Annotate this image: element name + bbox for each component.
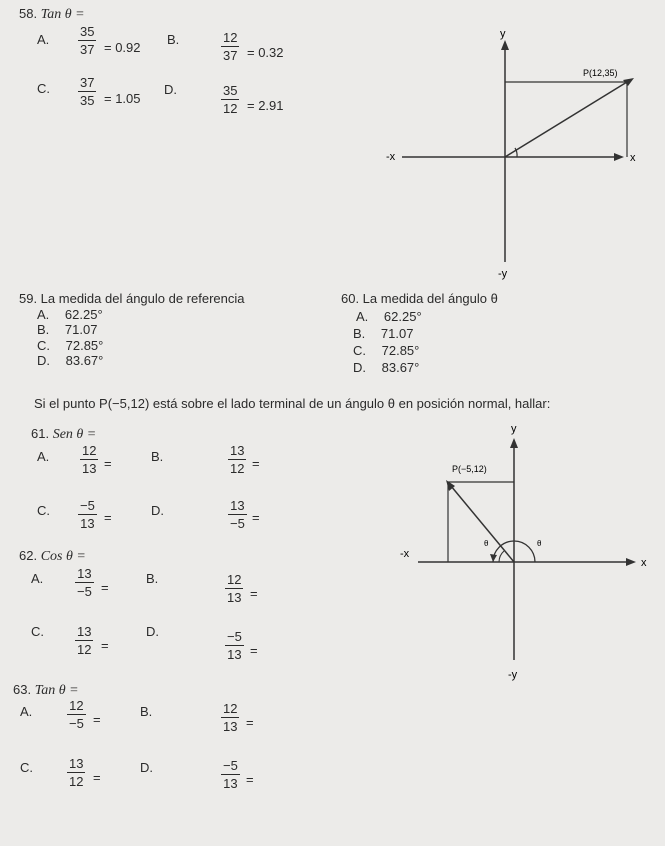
q62-number: 62. — [19, 548, 38, 563]
y-axis-arrow-icon — [501, 40, 509, 50]
q63-option-d-letter: D. — [140, 760, 153, 775]
q59-option-a-letter: A. — [37, 307, 50, 322]
neg-y-axis-label: -y — [498, 268, 508, 280]
q59-option-c-text: 72.85° — [65, 338, 104, 353]
q59-option-d-letter: D. — [37, 353, 50, 368]
q62-function: Cos θ = — [40, 549, 86, 564]
q62-option-a-numerator: 13 — [77, 566, 92, 581]
fraction-bar — [67, 772, 85, 773]
q58-option-d-letter: D. — [164, 82, 177, 97]
q59-option-d-text: 83.67° — [65, 353, 104, 368]
q61-coordinate-diagram — [0, 420, 665, 700]
terminal-side — [451, 486, 514, 562]
q60-option-c-letter: C. — [353, 343, 366, 358]
q59-option-d — [37, 353, 103, 368]
q62-option-c-equals: = — [101, 638, 109, 653]
q63-function: Tan θ = — [34, 683, 79, 698]
q58-option-a-denominator: 37 — [80, 42, 95, 57]
q61-option-a-equals: = — [104, 456, 112, 471]
reference-angle-arc — [499, 551, 504, 562]
q59-option-b-text: 71.07 — [64, 322, 98, 337]
q61-option-c-equals: = — [104, 510, 112, 525]
q60-option-b-letter: B. — [353, 326, 366, 341]
q62-option-b-equals: = — [250, 586, 258, 601]
q60-title: 60. La medida del ángulo θ — [341, 291, 498, 306]
x-axis-label: x — [630, 152, 636, 164]
q61-option-d-denominator: −5 — [230, 516, 245, 531]
theta-arc-arrow-icon — [490, 554, 497, 562]
q61-function: Sen θ = — [52, 427, 97, 442]
q59-option-c — [37, 338, 103, 353]
q63-option-c-fraction — [67, 756, 85, 789]
q61-option-c-denominator: 13 — [80, 516, 95, 531]
q63-option-a-fraction — [67, 698, 86, 731]
q58-option-d-value: = 2.91 — [247, 98, 284, 113]
q58-option-c-denominator: 35 — [80, 93, 95, 108]
q62-option-c-letter: C. — [31, 624, 44, 639]
q60-option-b-text: 71.07 — [380, 326, 414, 341]
q63-option-c-equals: = — [93, 770, 101, 785]
neg-x-axis-label: -x — [400, 548, 410, 560]
q61-option-d-letter: D. — [151, 503, 164, 518]
q60-option-c — [353, 343, 419, 358]
q62-option-a-equals: = — [101, 580, 109, 595]
q59-option-a-text: 62.25° — [64, 307, 103, 322]
q63-option-b-equals: = — [246, 715, 254, 730]
q58-option-a-value: = 0.92 — [104, 40, 141, 55]
q62-option-a-denominator: −5 — [77, 584, 92, 599]
q61-option-b-letter: B. — [151, 449, 164, 464]
point-label: P(12,35) — [583, 68, 618, 78]
x-axis-arrow-icon — [614, 153, 624, 161]
q61-option-c-numerator: −5 — [80, 498, 95, 513]
q63-option-a-denominator: −5 — [69, 716, 84, 731]
q63-option-b-denominator: 13 — [223, 719, 238, 734]
q62-option-b-letter: B. — [146, 571, 159, 586]
q62-option-c-numerator: 13 — [77, 624, 92, 639]
q58-coordinate-diagram — [0, 0, 665, 290]
q62-option-d-equals: = — [250, 643, 258, 658]
q60-option-d-text: 83.67° — [381, 360, 420, 375]
point-label: P(−5,12) — [452, 464, 487, 474]
q63-option-a-equals: = — [93, 712, 101, 727]
q63-option-d-denominator: 13 — [223, 776, 238, 791]
q62-option-a-letter: A. — [31, 571, 44, 586]
q61-option-b-denominator: 12 — [230, 461, 245, 476]
q58-option-b-denominator: 37 — [223, 48, 238, 63]
q61-option-a-denominator: 13 — [82, 461, 97, 476]
fraction-bar — [221, 717, 239, 718]
q63-option-b-fraction — [221, 701, 239, 734]
q61-option-c-letter: C. — [37, 503, 50, 518]
q60-option-c-text: 72.85° — [381, 343, 420, 358]
fraction-bar — [67, 714, 86, 715]
instruction-text: Si el punto P(−5,12) está sobre el lado terminal de un ángulo θ en posición normal, hallar: — [34, 396, 551, 411]
q58-option-b-letter: B. — [167, 32, 180, 47]
y-axis-label: y — [500, 28, 506, 40]
q61-option-d-equals: = — [252, 510, 260, 525]
q59-option-b-letter: B. — [37, 322, 50, 337]
x-axis-arrow-icon — [626, 558, 636, 566]
q58-option-c-numerator: 37 — [80, 75, 95, 90]
q61-option-b-equals: = — [252, 456, 260, 471]
reference-angle-label: θ — [484, 539, 489, 548]
q63-option-d-numerator: −5 — [223, 758, 238, 773]
q59-option-c-letter: C. — [37, 338, 50, 353]
neg-x-axis-label: -x — [386, 151, 396, 163]
q58-option-a-letter: A. — [37, 32, 50, 47]
q62-option-c-denominator: 12 — [77, 642, 92, 657]
q61-option-a-letter: A. — [37, 449, 50, 464]
q58-option-c-letter: C. — [37, 81, 50, 96]
q62-option-d-denominator: 13 — [227, 647, 242, 662]
q63-option-c-numerator: 13 — [69, 756, 84, 771]
y-axis-arrow-icon — [510, 438, 518, 448]
q58-function: Tan θ = — [40, 7, 85, 22]
q58-number: 58. — [19, 6, 38, 21]
q58-option-b-value: = 0.32 — [247, 45, 284, 60]
q60-option-b — [353, 326, 413, 341]
q63-option-b-numerator: 12 — [223, 701, 238, 716]
q63-option-a-letter: A. — [20, 704, 33, 719]
q58-option-d-numerator: 35 — [223, 83, 238, 98]
neg-y-axis-label: -y — [508, 669, 518, 681]
q61-option-b-numerator: 13 — [230, 443, 245, 458]
q60-option-d — [353, 360, 419, 375]
q60-option-a — [356, 309, 422, 324]
q61-option-d-numerator: 13 — [230, 498, 245, 513]
q58-option-c-value: = 1.05 — [104, 91, 141, 106]
fraction-bar — [221, 774, 240, 775]
y-axis-label: y — [511, 423, 517, 435]
q63-option-b-letter: B. — [140, 704, 153, 719]
q63-option-a-numerator: 12 — [69, 698, 84, 713]
q58-option-b-numerator: 12 — [223, 30, 238, 45]
q62-option-d-letter: D. — [146, 624, 159, 639]
q59-option-b — [37, 322, 97, 337]
terminal-side — [505, 82, 627, 157]
q62-option-b-numerator: 12 — [227, 572, 242, 587]
q62-option-b-denominator: 13 — [227, 590, 242, 605]
q63-option-c-letter: C. — [20, 760, 33, 775]
q60-option-a-letter: A. — [356, 309, 369, 324]
q63-number: 63. — [13, 682, 32, 697]
q58-option-a-numerator: 35 — [80, 24, 95, 39]
q60-option-a-text: 62.25° — [383, 309, 422, 324]
q59-title: 59. La medida del ángulo de referencia — [19, 291, 245, 306]
q62-option-d-numerator: −5 — [227, 629, 242, 644]
q63-option-c-denominator: 12 — [69, 774, 84, 789]
q61-number: 61. — [31, 426, 50, 441]
q58-option-d-denominator: 12 — [223, 101, 238, 116]
q63-option-d-fraction — [221, 758, 240, 791]
q63-option-d-equals: = — [246, 772, 254, 787]
q61-option-a-numerator: 12 — [82, 443, 97, 458]
q59-option-a — [37, 307, 103, 322]
x-axis-label: x — [641, 557, 647, 569]
q60-option-d-letter: D. — [353, 360, 366, 375]
theta-angle-label: θ — [537, 539, 542, 548]
